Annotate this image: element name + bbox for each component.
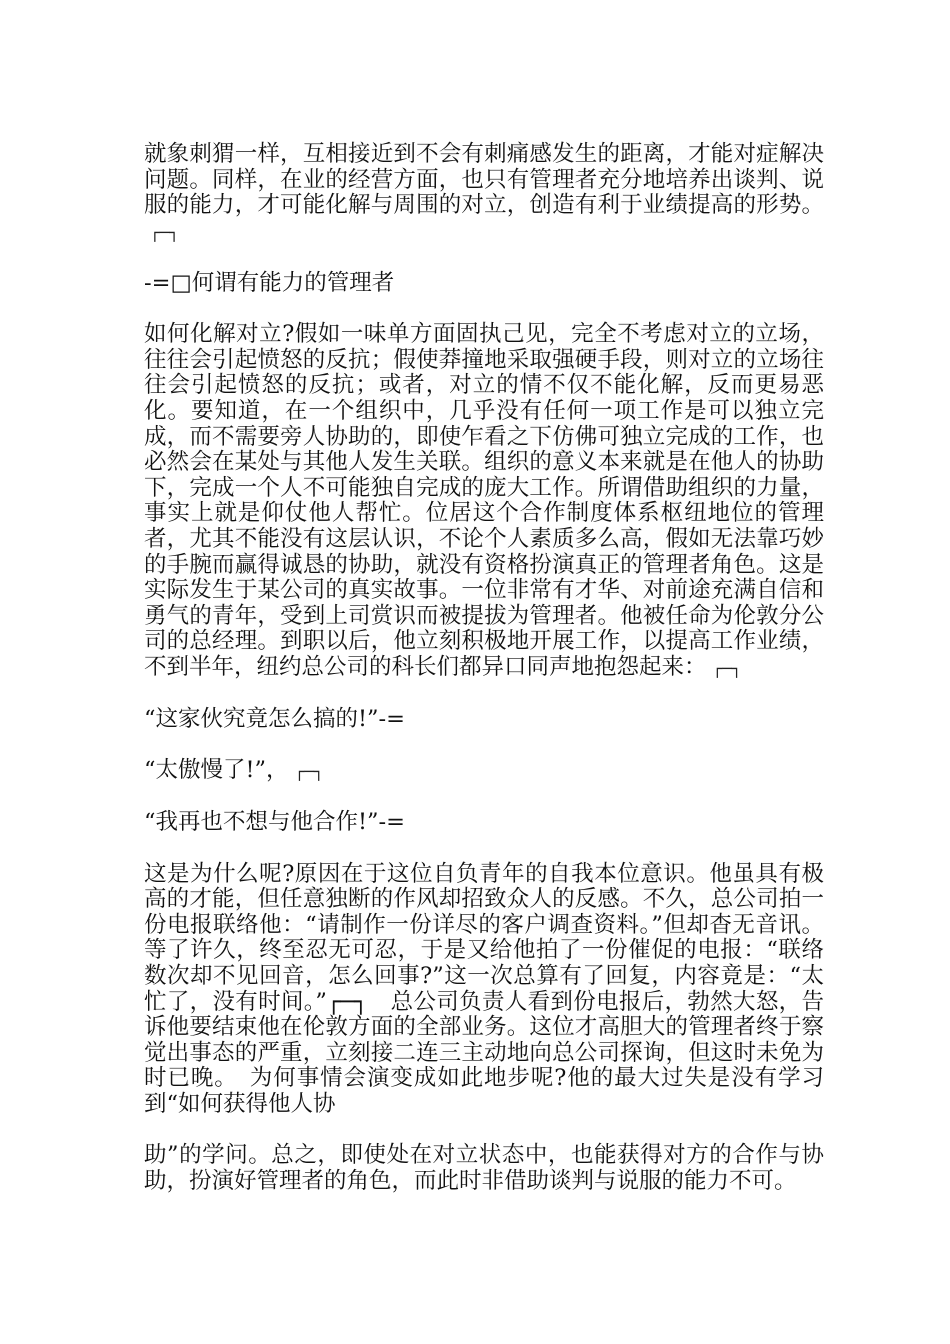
paragraph-8 [144, 1143, 824, 1194]
paragraph-3-text: 如何化解对立?假如一味单方面固执己见，完全不考虑对立的立场，往往会引起愤怒的反抗；假使莽撞地采取强硬手段，则对立的立场往往会引起愤怒的反抗；或者，对立的情不仅不能化解，反而更易恶化。要知道，在一个组织中，几乎没有任何一项工作是可以独立完成，而不需要旁人协助的，即使乍看之下仿佛可独立完成的工作，也必然会在某处与其他人发生关联。组织的意义本来就是在他人的协助下，完成一个人不可能独自完成的庞大工作。所谓借助组织的力量，事实上就是仰仗他人帮忙。位居这个合作制度体系枢纽地位的管理者，尤其不能没有这层认识，不论个人素质多么高，假如无法靠巧妙的手腕而赢得诚恳的协助，就没有资格扮演真正的管理者角色。这是实际发生于某公司的真实故事。一位非常有才华、对前途充满自信和勇气的青年，受到上司赏识而被提拔为管理者。他被任命为伦敦分公司的总经理。到职以后，他立刻积极地开展工作，以提高工作业绩，不到半年，纽约总公司的科长们都异口同声地抱怨起来： [144, 321, 824, 680]
quote-3 [144, 810, 824, 836]
paragraph-3 [144, 322, 824, 681]
quote-1-text: “这家伙究竟怎么搞的!”-= [144, 706, 406, 733]
quote-3-text: “我再也不想与他合作!”-= [144, 809, 406, 836]
paragraph-7-text: 这是为什么呢?原因在于这位自负青年的自我本位意识。他虽具有极高的才能，但任意独断的作风却招致众人的反感。不久，总公司拍一份电报联络他：“请制作一份详尽的客户调查资料。”但却杳无音讯。等了许久，终至忍无可忍，于是又给他拍了一份催促的电报：“联络数次却不见回音，怎么回事?”这一次总算有了回复，内容竟是：“太忙了，没有时间。”┌─┐ 总公司负责人看到份电报后，勃然大怒，告诉他要结束他在伦敦方面的全部业务。这位才高胆大的管理者终于察觉出事态的严重，立刻接二连三主动地向总公司探询，但这时未免为时已晚。 为何事情会演变成如此地步呢?他的最大过失是没有学习到“如何获得他人协 [144, 860, 824, 1117]
paragraph-mark-5: ┌─┐ [294, 762, 324, 782]
paragraph-mark-1: ┌─┐ [150, 222, 179, 242]
section-heading [144, 271, 824, 297]
paragraph-7 [144, 862, 824, 1118]
quote-2-text: “太傲慢了!”， [144, 757, 289, 784]
section-heading-text: -=□何谓有能力的管理者 [144, 269, 395, 296]
paragraph-8-text: 助”的学问。总之，即使处在对立状态中，也能获得对方的合作与协助，扮演好管理者的角色，而此时非借助谈判与说服的能力不可。 [144, 1142, 824, 1194]
quote-2 [144, 758, 824, 785]
document-page [144, 142, 824, 1220]
paragraph-1-text: 就象刺猬一样，互相接近到不会有刺痛感发生的距离，才能对症解决问题。同样，在业的经营方面，也只有管理者充分地培养出谈判、说服的能力，才可能化解与周围的对立，创造有利于业绩提高的形势。 [144, 141, 824, 219]
paragraph-1 [144, 142, 824, 245]
paragraph-mark-3: ┌─┐ [712, 658, 742, 678]
quote-1 [144, 707, 824, 733]
